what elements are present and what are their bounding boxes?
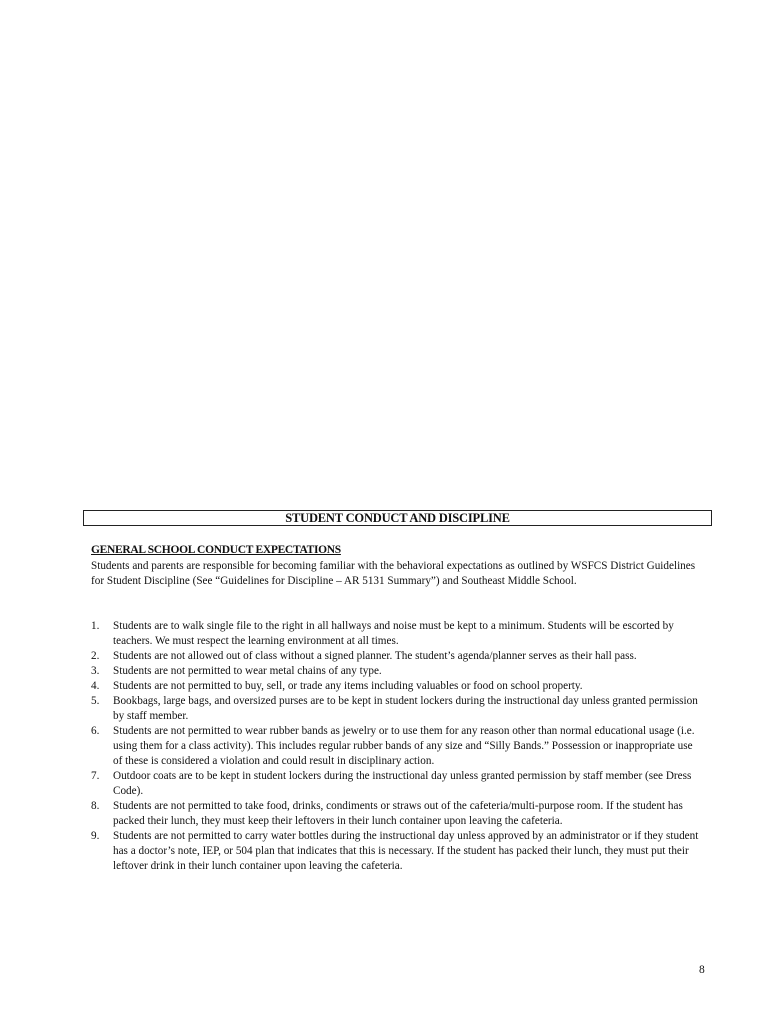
- rule-number: 8.: [91, 800, 100, 812]
- rule-item: [91, 664, 703, 679]
- rule-text: Bookbags, large bags, and oversized purses are to be kept in student lockers during the instructional day unless granted permission by staff member.: [113, 695, 698, 722]
- rule-number: 1.: [91, 620, 100, 632]
- page-number: 8: [699, 964, 705, 976]
- rule-item: [91, 694, 703, 724]
- rule-number: 7.: [91, 770, 100, 782]
- rule-item: [91, 679, 703, 694]
- rule-number: 4.: [91, 680, 100, 692]
- rule-item: [91, 829, 703, 874]
- rule-item: [91, 769, 703, 799]
- rule-number: 9.: [91, 830, 100, 842]
- rule-item: [91, 724, 703, 769]
- rule-text: Outdoor coats are to be kept in student lockers during the instructional day unless granted permission by staff member (see Dress Code).: [113, 770, 692, 797]
- rule-number: 6.: [91, 725, 100, 737]
- rule-number: 5.: [91, 695, 100, 707]
- section-title: STUDENT CONDUCT AND DISCIPLINE: [83, 510, 712, 526]
- rule-item: [91, 619, 703, 649]
- rule-text: Students are not permitted to wear metal chains of any type.: [113, 665, 382, 677]
- rule-text: Students are not permitted to wear rubber bands as jewelry or to use them for any reason other than normal educational usage (i.e. using them for a class activity). This includes regular rubber bands of any size and “Silly Bands.” Possession or inappropriate use of these is considered a violation and could result in disciplinary action.: [113, 725, 695, 767]
- rule-text: Students are to walk single file to the right in all hallways and noise must be kept to a minimum. Students will be escorted by teachers. We must respect the learning environment at all times.: [113, 620, 674, 647]
- conduct-rules-list: [91, 619, 703, 874]
- rule-number: 3.: [91, 665, 100, 677]
- rule-item: [91, 799, 703, 829]
- rule-number: 2.: [91, 650, 100, 662]
- rule-text: Students are not permitted to carry water bottles during the instructional day unless approved by an administrator or if they student has a doctor’s note, IEP, or 504 plan that indicates that this is necessary. If the student has packed their lunch, they must put their leftover drink in their lunch container upon leaving the cafeteria.: [113, 830, 699, 872]
- section-subheading: GENERAL SCHOOL CONDUCT EXPECTATIONS: [91, 544, 341, 556]
- rule-text: Students are not permitted to take food, drinks, condiments or straws out of the cafeteria/multi-purpose room. If the student has packed their lunch, they must keep their leftovers in their lunch container upon leaving the cafeteria.: [113, 800, 683, 827]
- intro-paragraph: Students and parents are responsible for becoming familiar with the behavioral expectations as outlined by WSFCS District Guidelines for Student Discipline (See “Guidelines for Discipline – AR 5131 Summary”) and Southeast Middle School.: [91, 560, 696, 587]
- rule-text: Students are not permitted to buy, sell, or trade any items including valuables or food on school property.: [113, 680, 583, 692]
- rule-item: [91, 649, 703, 664]
- rule-text: Students are not allowed out of class without a signed planner. The student’s agenda/planner serves as their hall pass.: [113, 650, 637, 662]
